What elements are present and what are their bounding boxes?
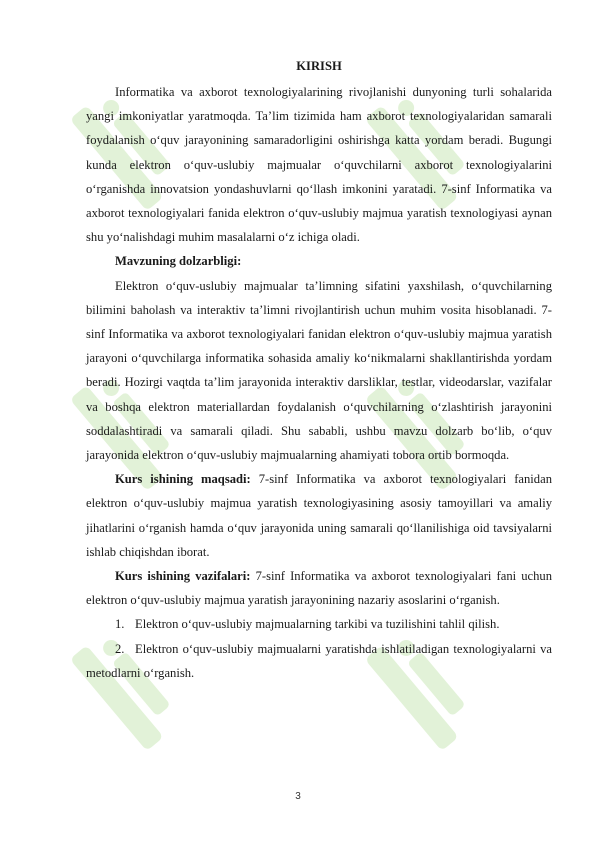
list-item-text: Elektron o‘quv-uslubiy majmualarning tarkibi va tuzilishini tahlil qilish. (135, 617, 500, 632)
tasks-paragraph (86, 564, 552, 612)
goal-text: 7-sinf Informatika va axborot texnologiyalari fanidan elektron o‘quv-uslubiy majmua yaratish texnologiyasining asosiy tamoyillari va amaliy jihatlarini o‘rganish hamda o‘quv jarayonida uning samarali qo‘llanilishiga oid tavsiyalarni ishlab chiqishdan iborat. (86, 472, 552, 559)
relevance-heading: Mavzuning dolzarbligi: (115, 254, 242, 269)
list-item (86, 637, 552, 685)
intro-paragraph: Informatika va axborot texnologiyalarining rivojlanishi dunyoning turli sohalarida yangi imkoniyatlar yaratmoqda. Ta’lim tizimida ham axborot texnologiyalaridan samarali foydalanish o‘quv jarayonining samaradorligini oshirishga katta yordam beradi. Bugungi kunda elektron o‘quv-uslubiy majmualar o‘quvchilarni axborot texnologiyalarini o‘rganishda innovatsion yondashuvlarni qo‘llash imkonini yaratadi. 7-sinf Informatika va axborot texnologiyalari fanida elektron o‘quv-uslubiy majmua yaratish texnologiyasi aynan shu yo‘nalishdagi muhim masalalarni o‘z ichiga oladi. (86, 85, 552, 245)
list-item-number: 2. (115, 641, 125, 656)
list-item-number: 1. (115, 617, 125, 632)
document-body (86, 54, 552, 685)
list-item-text: Elektron o‘quv-uslubiy majmualarni yaratishda ishlatiladigan texnologiyalarni va metodlarni o‘rganish. (86, 641, 552, 680)
tasks-text: 7-sinf Informatika va axborot texnologiyalari fani uchun elektron o‘quv-uslubiy majmua yaratish jarayonining nazariy asoslarini o‘rganish. (86, 569, 552, 608)
page-number: 3 (295, 791, 301, 802)
list-item (86, 612, 552, 636)
goal-heading: Kurs ishining maqsadi: (115, 472, 251, 487)
tasks-heading: Kurs ishining vazifalari: (115, 569, 251, 584)
relevance-paragraph: Elektron o‘quv-uslubiy majmualar ta’limning sifatini yaxshilash, o‘quvchilarning bilimini baholash va interaktiv ta’limni rivojlantirish uchun muhim vosita hisoblanadi. 7-sinf Informatika va axborot texnologiyalari fanidan elektron o‘quv-uslubiy majmua yaratish jarayoni o‘quvchilarga informatika sohasida amaliy ko‘nikmalarni shakllantirishda yordam beradi. Hozirgi vaqtda ta’lim jarayonida interaktiv darsliklar, testlar, videodarslar, vazifalar va boshqa elektron materiallardan foydalanish o‘quvchilarning o‘zlashtirish jarayonini soddalashtiradi va samarali qiladi. Shu sababli, ushbu mavzu dolzarb bo‘lib, o‘quv jarayonida elektron o‘quv-uslubiy majmualarning ahamiyati tobora ortib bormoqda. (86, 278, 552, 463)
relevance-heading-paragraph (86, 249, 552, 273)
page-title: KIRISH (296, 59, 342, 73)
goal-paragraph (86, 467, 552, 564)
